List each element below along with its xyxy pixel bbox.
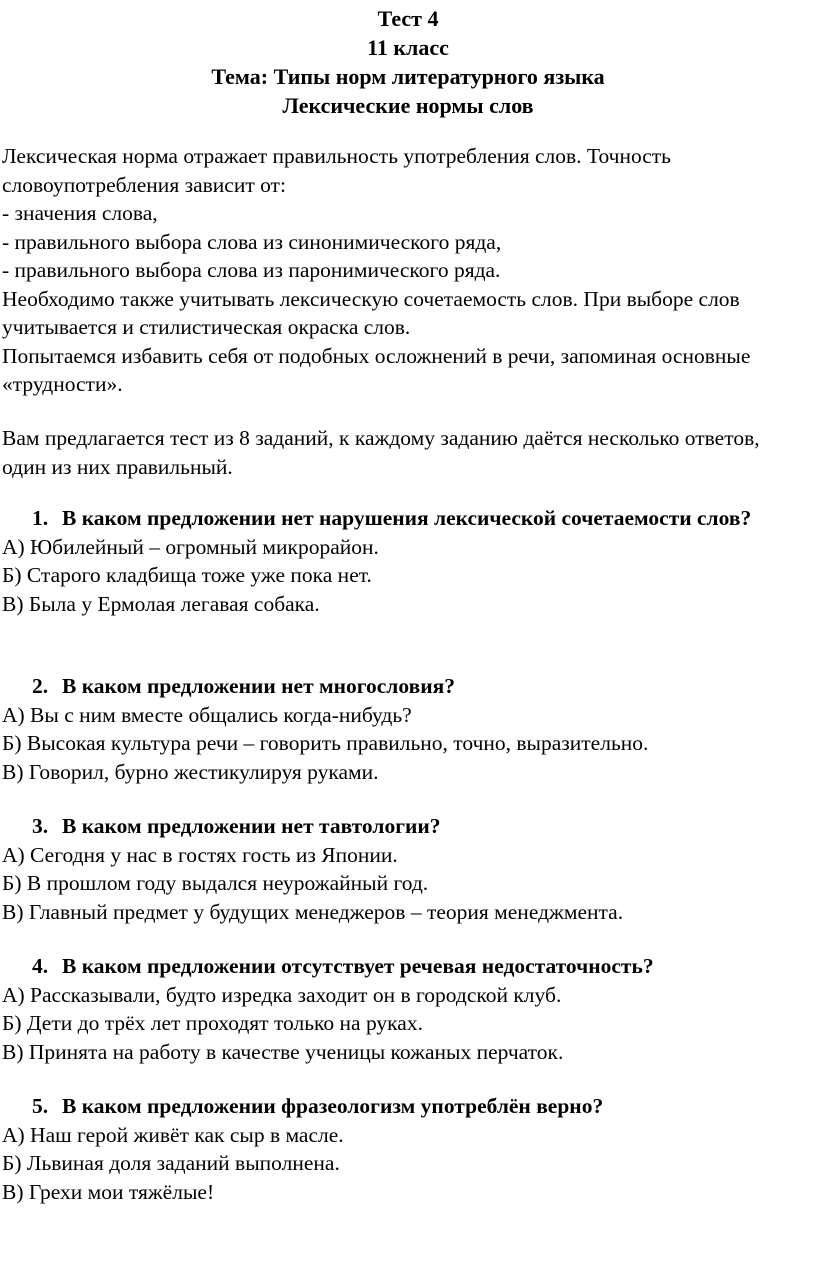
question-text: В каком предложении нет тавтологии? [62,814,441,838]
answer-option: А) Рассказывали, будто изредка заходит он в городской клуб. [2,982,562,1007]
intro-list-item: - правильного выбора слова из синонимического ряда, [2,229,502,254]
answer-option: В) Грехи мои тяжёлые! [2,1179,215,1204]
intro-paragraph: Необходимо также учитывать лексическую сочетаемость слов. При выборе слов учитывается и стилистическая окраска слов. [2,286,740,339]
grade-label: 11 класс [367,35,449,60]
answer-option: Б) Дети до трёх лет проходят только на руках. [2,1011,423,1035]
question-text: В каком предложении фразеологизм употреблён верно? [62,1094,604,1118]
document-header [0,4,816,120]
intro-list-item: - правильного выбора слова из паронимического ряда. [2,258,501,282]
question-title [2,672,802,701]
subtopic-title: Лексические нормы слов [282,93,534,118]
question-2 [2,672,802,786]
answer-option: Б) Старого кладбища тоже уже пока нет. [2,563,372,587]
question-number: 2. [32,674,49,698]
question-number: 3. [32,814,49,838]
answer-option: В) Была у Ермолая легавая собака. [2,591,320,616]
test-instructions: Вам предлагается тест из 8 заданий, к каждому заданию даётся несколько ответов, один из них правильный. [2,426,760,479]
question-title [2,812,802,841]
question-number: 4. [32,954,49,978]
answer-option: В) Принята на работу в качестве ученицы кожаных перчаток. [2,1039,564,1064]
question-number: 5. [32,1094,49,1118]
question-title [2,952,802,981]
answer-option: А) Наш герой живёт как сыр в масле. [2,1122,344,1147]
intro-paragraph: Лексическая норма отражает правильность употребления слов. Точность словоупотребления зависит от: [2,144,671,197]
answer-option: Б) В прошлом году выдался неурожайный год. [2,871,429,895]
answer-option: Б) Высокая культура речи – говорить правильно, точно, выразительно. [2,731,649,755]
intro-list-item: - значения слова, [2,201,158,225]
question-3 [2,812,802,926]
answer-option: А) Вы с ним вместе общались когда-нибудь? [2,702,412,727]
question-title [2,504,802,533]
answer-option: В) Говорил, бурно жестикулируя руками. [2,759,379,784]
answer-option: А) Юбилейный – огромный микрорайон. [2,534,379,559]
test-title: Тест 4 [377,6,439,31]
answer-option: Б) Львиная доля заданий выполнена. [2,1151,340,1175]
question-4 [2,952,802,1066]
question-text: В каком предложении нет многословия? [62,674,455,698]
question-text: В каком предложении нет нарушения лексической сочетаемости слов? [62,506,752,530]
answer-option: А) Сегодня у нас в гостях гость из Японии. [2,842,398,867]
question-number: 1. [32,506,49,530]
topic-title: Тема: Типы норм литературного языка [211,64,605,89]
question-title [2,1092,802,1121]
answer-option: В) Главный предмет у будущих менеджеров – теория менеджмента. [2,899,624,924]
question-1 [2,504,802,618]
intro-paragraph: Попытаемся избавить себя от подобных осложнений в речи, запоминая основные «трудности». [2,343,751,396]
question-text: В каком предложении отсутствует речевая недостаточность? [62,954,654,978]
question-5 [2,1092,802,1206]
intro-text [2,142,802,399]
